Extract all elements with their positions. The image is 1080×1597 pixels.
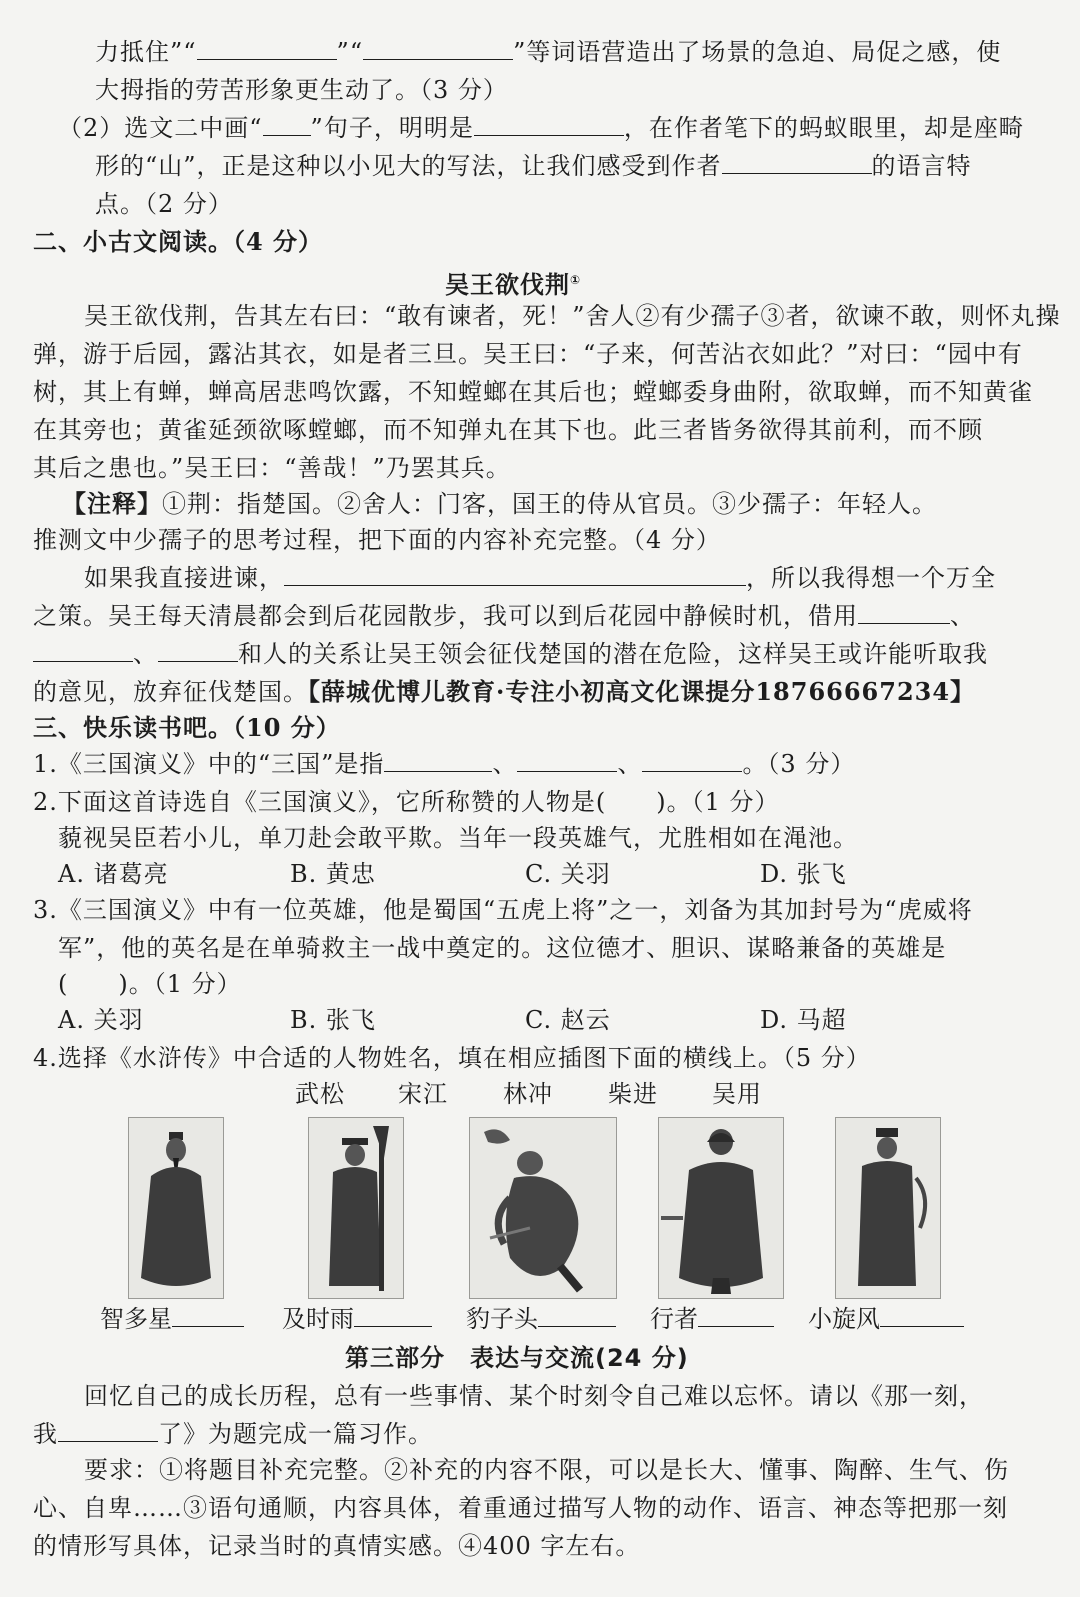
name-option: 林冲 bbox=[503, 1080, 553, 1108]
figure-caption: 豹子头 bbox=[466, 1300, 616, 1338]
answer-line-1: 如果我直接进谏， ，所以我得想一个万全 bbox=[84, 564, 996, 592]
answer-blank[interactable] bbox=[642, 749, 742, 772]
name-option: 柴进 bbox=[608, 1080, 658, 1108]
answer-blank[interactable] bbox=[517, 749, 617, 772]
robed-figure-icon bbox=[835, 1117, 941, 1299]
figure-caption: 小旋风 bbox=[808, 1300, 964, 1338]
passage-line-1: 吴王欲伐荆，告其左右曰：“敢有谏者，死！”舍人②有少孺子③者，欲谏不敢，则怀丸操 bbox=[84, 302, 1061, 330]
s3-q4: 4.选择《水浒传》中合适的人物姓名，填在相应插图下面的横线上。（5 分） bbox=[33, 1044, 871, 1072]
q1-line-2: 大拇指的劳苦形象更生动了。（3 分） bbox=[95, 76, 508, 104]
option-c[interactable]: C. 关羽 bbox=[525, 860, 611, 888]
q1-part2-line-1: （2）选文二中画“ ”句子，明明是 ，在作者笔下的蚂蚁眼里，却是座畸 bbox=[58, 114, 1024, 142]
s3-poem: 藐视吴臣若小儿，单刀赴会敢平欺。当年一段英雄气，尤胜相如在渑池。 bbox=[58, 824, 858, 852]
notes: 【注释】①荆：指楚国。②舍人：门客，国王的侍从官员。③少孺子：年轻人。 bbox=[62, 489, 937, 518]
option-d[interactable]: D. 马超 bbox=[760, 1006, 847, 1034]
part3-prompt-line-1: 回忆自己的成长历程，总有一些事情、某个时刻令自己难以忘怀。请以《那一刻， bbox=[84, 1382, 984, 1410]
figure-caption: 及时雨 bbox=[282, 1300, 432, 1338]
part3-prompt-line-2: 我 了》为题完成一篇习作。 bbox=[33, 1420, 433, 1448]
answer-blank[interactable] bbox=[384, 749, 492, 772]
q1-line-1: 力抵住”“ ”“ ”等词语营造出了场景的急迫、局促之感，使 bbox=[95, 38, 1002, 66]
requirements-line-1: 要求：①将题目补充完整。②补充的内容不限，可以是长大、懂事、陶醉、生气、伤 bbox=[84, 1456, 1009, 1484]
answer-blank[interactable] bbox=[158, 639, 238, 662]
answer-blank[interactable] bbox=[197, 37, 337, 60]
option-a[interactable]: A. 诸葛亮 bbox=[58, 860, 169, 888]
part3-heading: 第三部分 表达与交流(24 分) bbox=[345, 1344, 689, 1372]
answer-blank[interactable] bbox=[474, 113, 624, 136]
passage-line-5: 其后之患也。”吴王曰：“善哉！”乃罢其兵。 bbox=[33, 454, 511, 482]
passage-line-2: 弹，游于后园，露沾其衣，如是者三旦。吴王曰：“子来，何苦沾衣如此？”对曰：“园中有 bbox=[33, 340, 1023, 368]
option-a[interactable]: A. 关羽 bbox=[58, 1006, 144, 1034]
passage-line-4: 在其旁也；黄雀延颈欲啄螳螂，而不知弹丸在其下也。此三者皆务欲得其前利，而不顾 bbox=[33, 416, 983, 444]
s3-q2: 2.下面这首诗选自《三国演义》，它所称赞的人物是( )。（1 分） bbox=[33, 788, 780, 816]
answer-line-4: 的意见，放弃征伐楚国。【薛城优博儿教育·专注小初高文化课提分18766667234】 bbox=[33, 677, 976, 706]
requirements-line-3: 的情形写具体，记录当时的真情实感。④400 字左右。 bbox=[33, 1532, 641, 1560]
title-blank[interactable] bbox=[58, 1419, 158, 1442]
figure-caption: 智多星 bbox=[100, 1300, 244, 1338]
robed-figure-icon bbox=[658, 1117, 784, 1299]
leaping-warrior-icon bbox=[469, 1117, 617, 1299]
passage-title: 吴王欲伐荆① bbox=[445, 271, 582, 299]
robed-figure-icon bbox=[128, 1117, 224, 1299]
s3-q3-line-2: 军”，他的英名是在单骑救主一战中奠定的。这位德才、胆识、谋略兼备的英雄是 bbox=[58, 934, 947, 962]
section2-heading: 二、小古文阅读。（4 分） bbox=[33, 227, 324, 256]
answer-blank[interactable] bbox=[354, 1304, 432, 1327]
option-b[interactable]: B. 黄忠 bbox=[290, 860, 376, 888]
q1-part2-line-3: 点。（2 分） bbox=[95, 190, 233, 218]
s3-q1: 1.《三国演义》中的“三国”是指 、 、 。（3 分） bbox=[33, 750, 856, 778]
answer-blank[interactable] bbox=[172, 1304, 244, 1327]
answer-blank[interactable] bbox=[284, 563, 746, 586]
option-d[interactable]: D. 张飞 bbox=[760, 860, 847, 888]
q1-part2-line-2: 形的“山”，正是这种以小见大的写法，让我们感受到作者 的语言特 bbox=[95, 152, 972, 180]
option-c[interactable]: C. 赵云 bbox=[525, 1006, 611, 1034]
answer-blank[interactable] bbox=[880, 1304, 964, 1327]
section2-question: 推测文中少孺子的思考过程，把下面的内容补充完整。（4 分） bbox=[33, 526, 721, 554]
robed-figure-icon bbox=[308, 1117, 404, 1299]
ad-text: 【薛城优博儿教育·专注小初高文化课提分18766667234】 bbox=[308, 677, 976, 706]
name-option: 宋江 bbox=[398, 1080, 448, 1108]
section3-heading: 三、快乐读书吧。（10 分） bbox=[33, 713, 341, 742]
answer-blank[interactable] bbox=[33, 639, 133, 662]
requirements-line-2: 心、自卑……③语句通顺，内容具体，着重通过描写人物的动作、语言、神态等把那一刻 bbox=[33, 1494, 1008, 1522]
answer-line-2: 之策。吴王每天清晨都会到后花园散步，我可以到后花园中静候时机，借用 、 bbox=[33, 602, 975, 630]
answer-blank[interactable] bbox=[698, 1304, 774, 1327]
figure-caption: 行者 bbox=[650, 1300, 774, 1338]
name-option: 吴用 bbox=[712, 1080, 762, 1108]
title-footnote-mark: ① bbox=[570, 273, 582, 287]
answer-blank[interactable] bbox=[363, 37, 513, 60]
answer-blank[interactable] bbox=[263, 113, 311, 136]
answer-line-3: 、 和人的关系让吴王领会征伐楚国的潜在危险，这样吴王或许能听取我 bbox=[33, 635, 988, 673]
answer-blank[interactable] bbox=[538, 1304, 616, 1327]
passage-line-3: 树，其上有蝉，蝉高居悲鸣饮露，不知螳螂在其后也；螳螂委身曲附，欲取蝉，而不知黄雀 bbox=[33, 378, 1033, 406]
name-option: 武松 bbox=[295, 1080, 345, 1108]
option-b[interactable]: B. 张飞 bbox=[290, 1006, 376, 1034]
answer-blank[interactable] bbox=[722, 151, 872, 174]
s3-q3-line-3: ( )。（1 分） bbox=[58, 970, 242, 998]
answer-blank[interactable] bbox=[858, 601, 950, 624]
s3-q3-line-1: 3.《三国演义》中有一位英雄，他是蜀国“五虎上将”之一，刘备为其加封号为“虎威将 bbox=[33, 896, 973, 924]
